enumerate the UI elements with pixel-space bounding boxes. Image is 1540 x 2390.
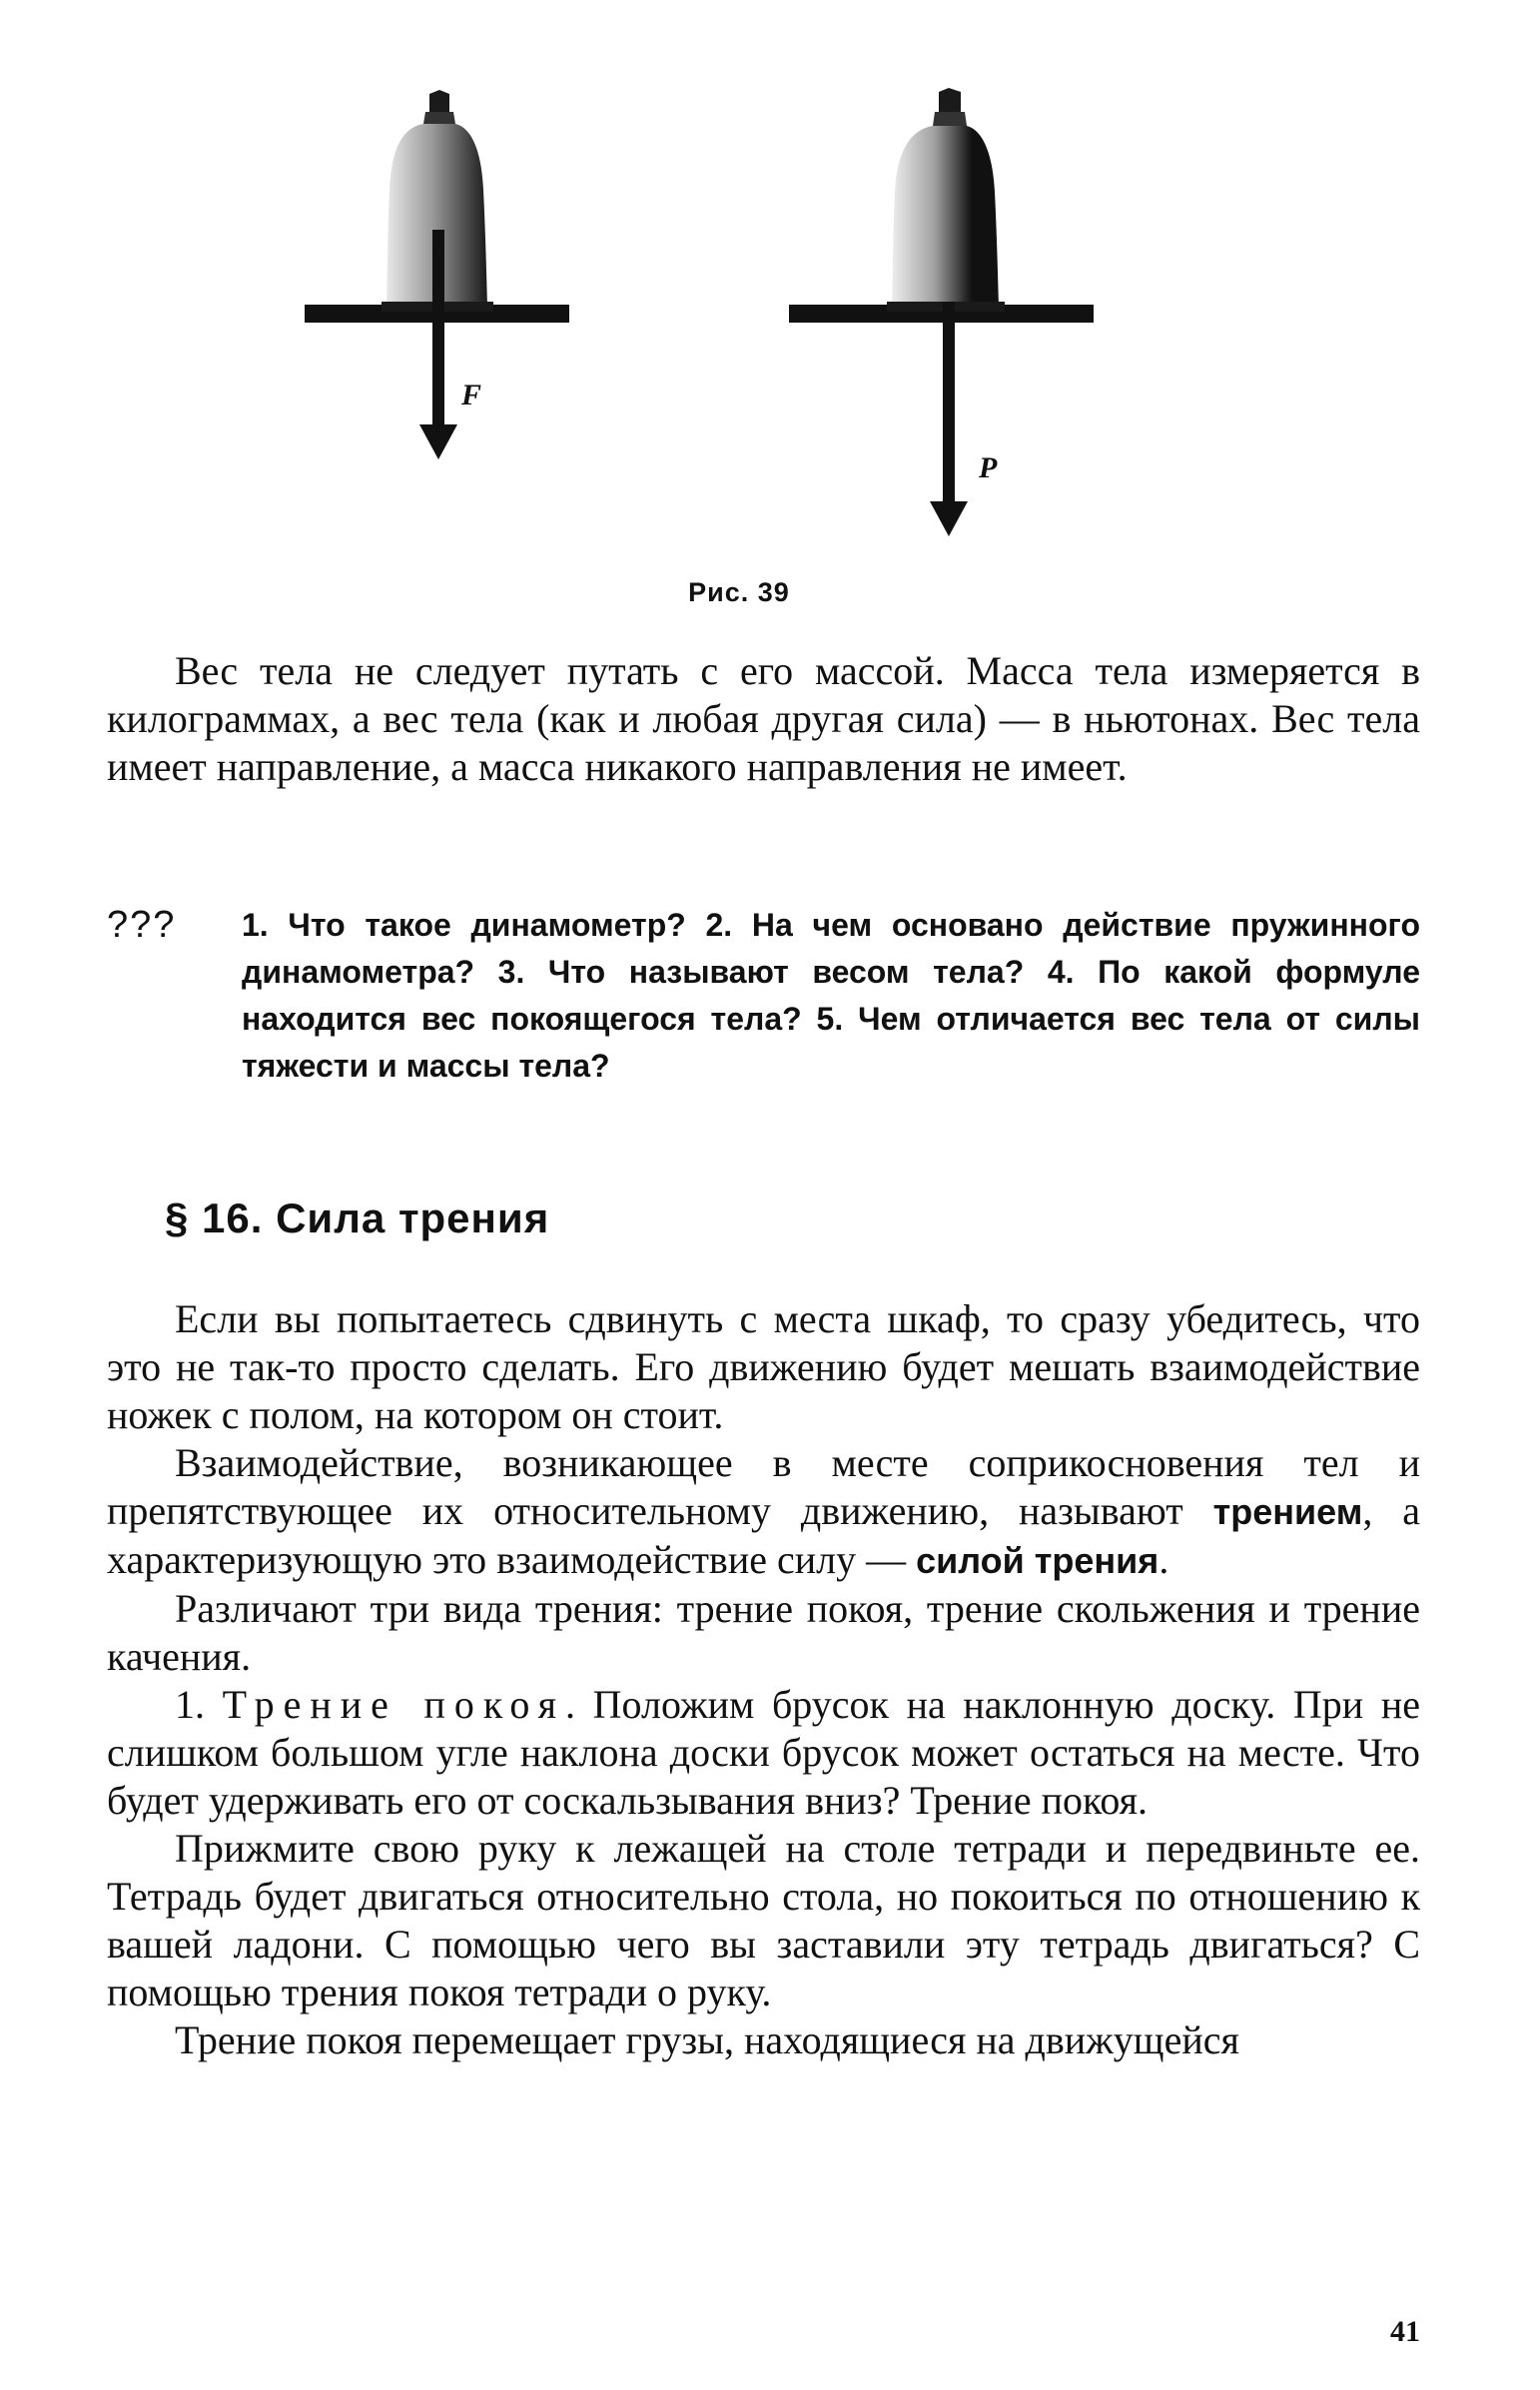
questions-text: 1. Что такое динамометр? 2. На чем основано действие пружинного динамометра? 3. Что называют весом тела? 4. По какой формуле находится вес покоящегося тела? 5. Чем отличается вес тела от силы тяжести и массы тела?: [242, 907, 1420, 1084]
section-body: [107, 1295, 1420, 2064]
right-bell: [789, 88, 1094, 536]
figure-caption: Рис. 39: [688, 577, 790, 607]
paragraph: Если вы попытаетесь сдвинуть с места шкаф, то сразу убедитесь, что это не так-то просто сделать. Его движению будет мешать взаимодействие ножек с полом, на котором он стоит.: [107, 1296, 1420, 1437]
term-friction: трением: [1212, 1491, 1363, 1532]
force-label-f: F: [461, 379, 482, 411]
term-static-friction: Трение покоя: [222, 1682, 565, 1727]
paragraph: Прижмите свою руку к лежащей на столе тетради и передвиньте ее. Тетрадь будет двигаться относительно стола, но покоиться по отношению к вашей ладони. С помощью чего вы заставили эту тетрадь двигаться? С помощью трения покоя тетради о руку.: [107, 1826, 1420, 2014]
left-bell: [305, 90, 569, 459]
paragraph-mass-vs-weight: [107, 647, 1420, 791]
text-run: .: [1158, 1537, 1169, 1582]
questions-marker: ???: [107, 904, 177, 946]
page-number: 41: [1390, 2315, 1420, 2348]
paragraph: Трение покоя перемещает грузы, находящиеся на движущейся: [175, 2017, 1239, 2062]
section-title: § 16. Сила трения: [165, 1195, 550, 1241]
paragraph: Вес тела не следует путать с его массой. Масса тела измеряется в килограммах, а вес тела (как и любая другая сила) — в ньютонах. Вес тела имеет направление, а масса никакого направления не имеет.: [107, 648, 1420, 789]
force-label-p: P: [979, 451, 998, 484]
text-run: , а характеризующую это взаимодействие силу —: [107, 1488, 1420, 1582]
paragraph-friction-definition: [107, 1439, 1420, 1585]
text-run: . Положим брусок на наклонную доску. При не слишком большом угле наклона доски брусок может остаться на месте. Что будет удерживать его от соскальзывания вниз? Трение покоя.: [107, 1682, 1421, 1823]
paragraph: Различают три вида трения: трение покоя, трение скольжения и трение качения.: [107, 1586, 1420, 1679]
bells-illustration: [290, 80, 1248, 539]
text-run: Взаимодействие, возникающее в месте соприкосновения тел и препятствующее их относительному движению, называют: [107, 1440, 1420, 1533]
paragraph-static-friction: [107, 1681, 1420, 1825]
term-friction-force: силой трения: [916, 1540, 1159, 1581]
figure-39: [290, 80, 1248, 539]
review-questions: [107, 902, 1420, 1090]
item-number: 1.: [175, 1682, 223, 1727]
